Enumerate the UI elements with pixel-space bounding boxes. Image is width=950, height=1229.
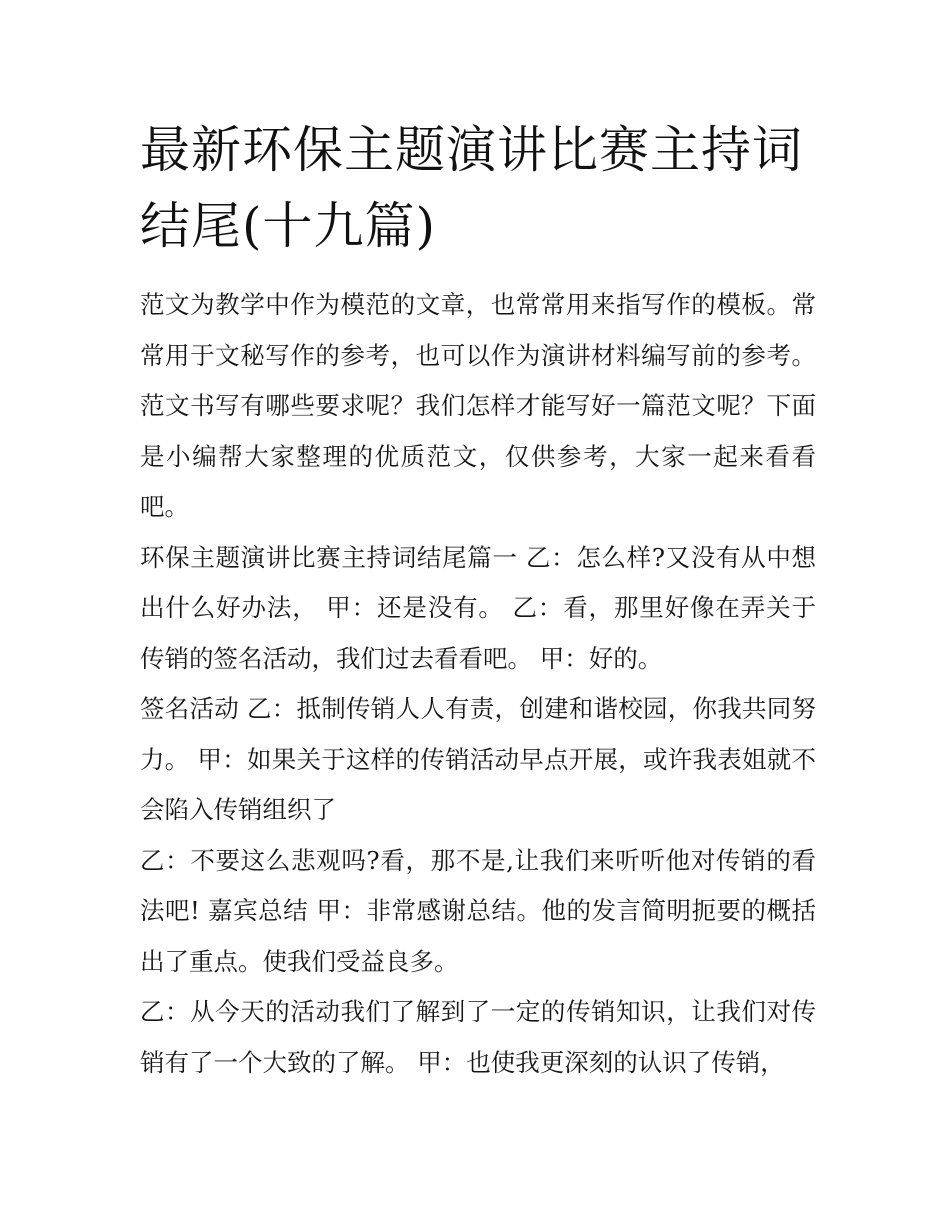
document-title: 最新环保主题演讲比赛主持词结尾(十九篇) bbox=[140, 121, 803, 255]
paragraph-3: 乙：不要这么悲观吗?看，那不是,让我们来听听他对传销的看法吧! 嘉宾总结 甲：非常感谢总结。他的发言简明扼要的概括出了重点。使我们受益良多。 bbox=[140, 845, 816, 976]
paragraph-intro: 范文为教学中作为模范的文章，也常常用来指写作的模板。常常用于文秘写作的参考，也可以作为演讲材料编写前的参考。范文书写有哪些要求呢？我们怎样才能写好一篇范文呢？下面是小编帮大家整理的优质范文，仅供参考，大家一起来看看吧。 bbox=[140, 290, 816, 521]
paragraph-1: 环保主题演讲比赛主持词结尾篇一 乙：怎么样?又没有从中想出什么好办法， 甲：还是没有。 乙：看，那里好像在弄关于传销的签名活动，我们过去看看吧。 甲：好的。 bbox=[140, 542, 816, 673]
paragraph-4: 乙：从今天的活动我们了解到了一定的传销知识，让我们对传销有了一个大致的了解。 甲：也使我更深刻的认识了传销， bbox=[140, 997, 816, 1077]
document-body bbox=[140, 280, 816, 1088]
paragraph-2: 签名活动 乙：抵制传销人人有责，创建和谐校园，你我共同努力。 甲：如果关于这样的传销活动早点开展，或许我表姐就不会陷入传销组织了 bbox=[140, 694, 816, 824]
